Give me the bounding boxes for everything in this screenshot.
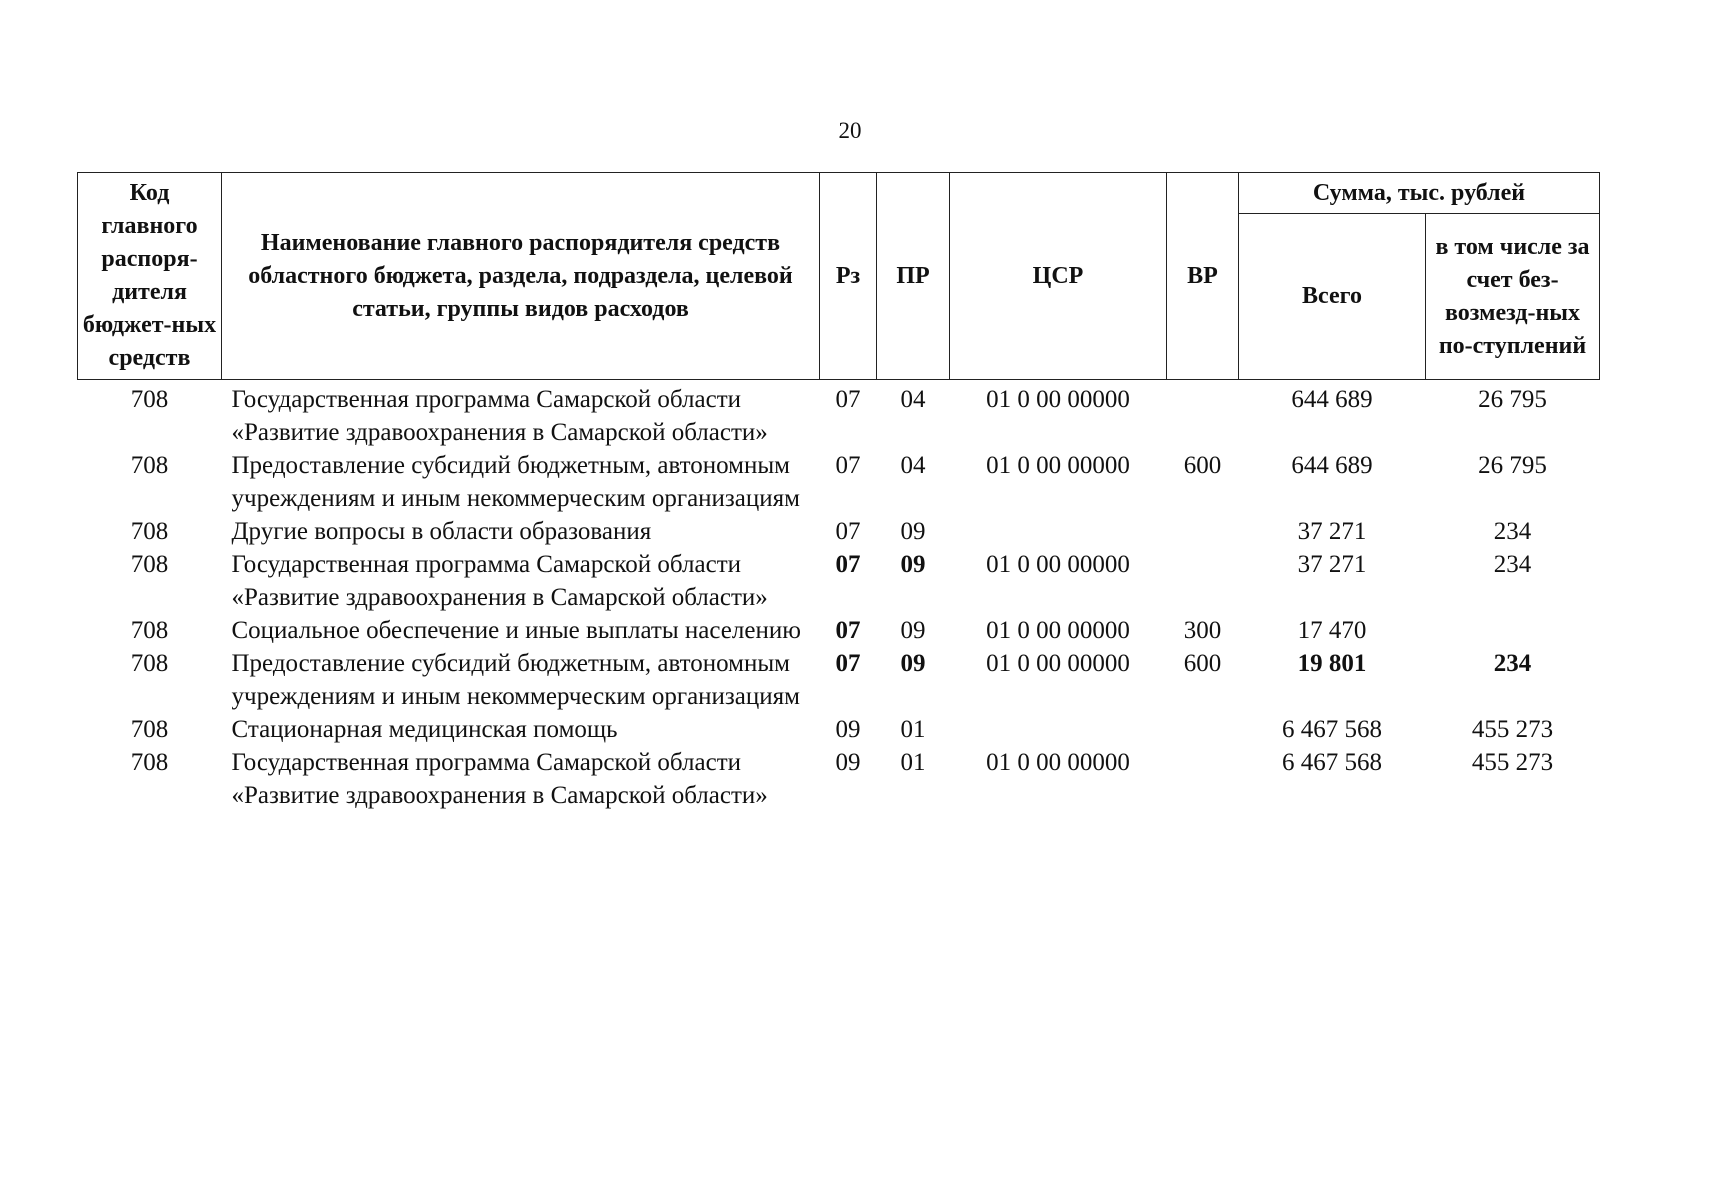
cell-vr	[1167, 515, 1239, 548]
cell-vr	[1167, 548, 1239, 614]
cell-code: 708	[130, 716, 169, 743]
cell-rz: 07	[835, 452, 861, 479]
cell-pr: 04	[900, 452, 926, 479]
header-code: Код главного распоря-дителя бюджет-ных средств	[78, 173, 222, 380]
cell-vr: 600	[1183, 452, 1222, 479]
cell-name: Государственная программа Самарской области «Развитие здравоохранения в Самарской области»	[231, 551, 768, 611]
cell-csr: 01 0 00 00000	[986, 386, 1130, 413]
cell-total: 19 801	[1297, 650, 1367, 677]
cell-pr: 01	[900, 749, 926, 776]
table-row	[78, 647, 1600, 713]
cell-vr: 600	[1183, 650, 1222, 677]
cell-vr	[1167, 746, 1239, 812]
cell-pr: 09	[900, 650, 926, 677]
cell-rz: 07	[835, 617, 861, 644]
cell-pr: 09	[900, 518, 926, 545]
table-row	[78, 380, 1600, 450]
cell-rz: 07	[835, 518, 861, 545]
cell-free: 455 273	[1471, 749, 1554, 776]
table-row	[78, 515, 1600, 548]
cell-csr: 01 0 00 00000	[986, 617, 1130, 644]
cell-code: 708	[130, 551, 169, 578]
cell-csr: 01 0 00 00000	[986, 452, 1130, 479]
cell-total: 17 470	[1297, 617, 1367, 644]
table-header	[78, 173, 1600, 380]
cell-code: 708	[130, 386, 169, 413]
cell-code: 708	[130, 452, 169, 479]
cell-name: Предоставление субсидий бюджетным, автономным учреждениям и иным некоммерческим организациям	[231, 650, 800, 710]
table-row	[78, 449, 1600, 515]
cell-pr: 09	[900, 617, 926, 644]
cell-total: 644 689	[1291, 452, 1373, 479]
header-name: Наименование главного распорядителя средств областного бюджета, раздела, подраздела, целевой статьи, группы видов расходов	[222, 173, 820, 380]
cell-name: Другие вопросы в области образования	[231, 518, 652, 545]
cell-free: 26 795	[1478, 452, 1547, 479]
cell-rz: 07	[835, 386, 861, 413]
cell-code: 708	[130, 749, 169, 776]
cell-csr: 01 0 00 00000	[986, 650, 1130, 677]
cell-rz: 09	[835, 749, 861, 776]
cell-total: 644 689	[1291, 386, 1373, 413]
cell-csr: 01 0 00 00000	[986, 749, 1130, 776]
cell-free: 455 273	[1471, 716, 1554, 743]
header-pr: ПР	[877, 173, 950, 380]
cell-pr: 09	[900, 551, 926, 578]
cell-total: 6 467 568	[1282, 716, 1382, 743]
cell-vr	[1167, 713, 1239, 746]
cell-csr: 01 0 00 00000	[986, 551, 1130, 578]
page-number: 20	[838, 118, 862, 143]
cell-csr	[950, 713, 1167, 746]
cell-free: 26 795	[1478, 386, 1547, 413]
cell-total: 37 271	[1297, 551, 1367, 578]
cell-vr	[1167, 380, 1239, 450]
cell-free	[1426, 614, 1600, 647]
cell-pr: 01	[900, 716, 926, 743]
header-csr: ЦСР	[950, 173, 1167, 380]
cell-code: 708	[130, 518, 169, 545]
header-vr: ВР	[1167, 173, 1239, 380]
cell-vr: 300	[1183, 617, 1222, 644]
header-sum-group: Сумма, тыс. рублей	[1239, 173, 1600, 214]
cell-free: 234	[1493, 518, 1532, 545]
table-row	[78, 548, 1600, 614]
cell-name: Социальное обеспечение и иные выплаты населению	[231, 617, 801, 644]
cell-code: 708	[130, 617, 169, 644]
table-row	[78, 713, 1600, 746]
cell-name: Государственная программа Самарской области «Развитие здравоохранения в Самарской области»	[231, 386, 768, 446]
cell-name: Предоставление субсидий бюджетным, автономным учреждениям и иным некоммерческим организациям	[231, 452, 800, 512]
cell-free: 234	[1493, 650, 1532, 677]
cell-code: 708	[130, 650, 169, 677]
header-rz: Рз	[820, 173, 877, 380]
cell-csr	[950, 515, 1167, 548]
table-body	[78, 380, 1600, 813]
cell-free: 234	[1493, 551, 1532, 578]
budget-table	[77, 172, 1600, 812]
cell-name: Государственная программа Самарской области «Развитие здравоохранения в Самарской области»	[231, 749, 768, 809]
cell-pr: 04	[900, 386, 926, 413]
table-row	[78, 746, 1600, 812]
cell-rz: 07	[835, 650, 861, 677]
cell-rz: 09	[835, 716, 861, 743]
header-total: Всего	[1239, 214, 1426, 380]
cell-total: 6 467 568	[1282, 749, 1382, 776]
cell-name: Стационарная медицинская помощь	[231, 716, 618, 743]
cell-rz: 07	[835, 551, 861, 578]
table-row	[78, 614, 1600, 647]
cell-total: 37 271	[1297, 518, 1367, 545]
header-free: в том числе за счет без-возмезд-ных по-ступлений	[1426, 214, 1600, 380]
